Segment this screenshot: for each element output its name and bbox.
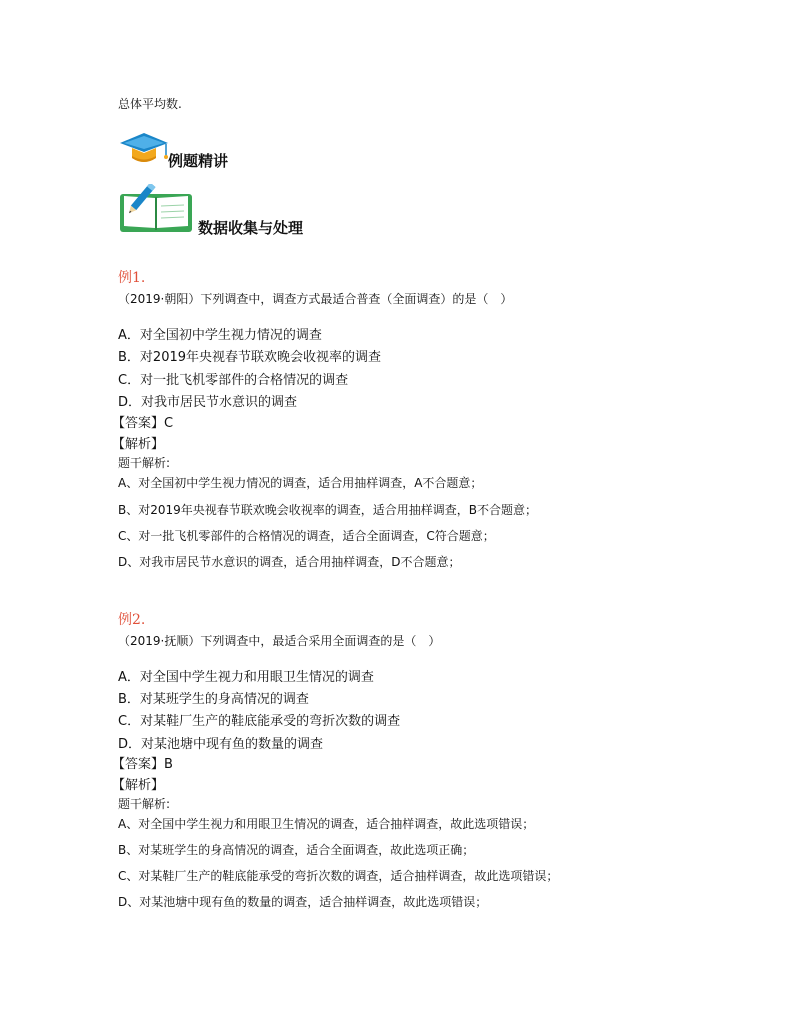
section-title-data: 数据收集与处理 <box>198 219 304 237</box>
analysis-line: C、对某鞋厂生产的鞋底能承受的弯折次数的调查，适合抽样调查，故此选项错误； <box>118 869 559 883</box>
analysis-line: A、对全国初中学生视力情况的调查，适合用抽样调查，A不合题意； <box>118 476 483 490</box>
option-a: A．对全国初中学生视力情况的调查 <box>118 328 322 343</box>
analysis-line: B、对某班学生的身高情况的调查，适合全面调查，故此选项正确； <box>118 843 475 857</box>
option-d: D．对我市居民节水意识的调查 <box>118 395 298 410</box>
example-stem: （2019·抚顺）下列调查中，最适合采用全面调查的是（ ） <box>118 634 441 648</box>
answer: 【答案】C <box>112 416 174 431</box>
option-c: C．对一批飞机零部件的合格情况的调查 <box>118 373 349 388</box>
graduation-cap-icon <box>118 130 170 168</box>
example-label: 例1. <box>118 270 146 286</box>
example-label: 例2. <box>118 612 146 628</box>
section-title-examples: 例题精讲 <box>168 152 229 170</box>
option-b: B．对某班学生的身高情况的调查 <box>118 692 309 707</box>
option-d: D．对某池塘中现有鱼的数量的调查 <box>118 737 324 752</box>
analysis-header: 【解析】 <box>112 778 165 793</box>
example-stem: （2019·朝阳）下列调查中，调查方式最适合普查（全面调查）的是（ ） <box>118 292 513 306</box>
analysis-line: C、对一批飞机零部件的合格情况的调查，适合全面调查，C符合题意； <box>118 529 495 543</box>
analysis-line: D、对我市居民节水意识的调查，适合用抽样调查，D不合题意； <box>118 555 461 569</box>
option-c: C．对某鞋厂生产的鞋底能承受的弯折次数的调查 <box>118 714 401 729</box>
analysis-line: A、对全国中学生视力和用眼卫生情况的调查，适合抽样调查，故此选项错误； <box>118 817 535 831</box>
analysis-header: 【解析】 <box>112 437 165 452</box>
analysis-line: B、对2019年央视春节联欢晚会收视率的调查，适合用抽样调查，B不合题意； <box>118 503 538 517</box>
option-a: A．对全国中学生视力和用眼卫生情况的调查 <box>118 670 374 685</box>
analysis-line: D、对某池塘中现有鱼的数量的调查，适合抽样调查，故此选项错误； <box>118 895 488 909</box>
analysis-intro: 题干解析: <box>118 456 171 470</box>
option-b: B．对2019年央视春节联欢晚会收视率的调查 <box>118 350 382 365</box>
notebook-pencil-icon <box>118 184 196 234</box>
answer: 【答案】B <box>112 757 173 772</box>
analysis-intro: 题干解析: <box>118 797 171 811</box>
intro-text: 总体平均数. <box>118 97 182 111</box>
